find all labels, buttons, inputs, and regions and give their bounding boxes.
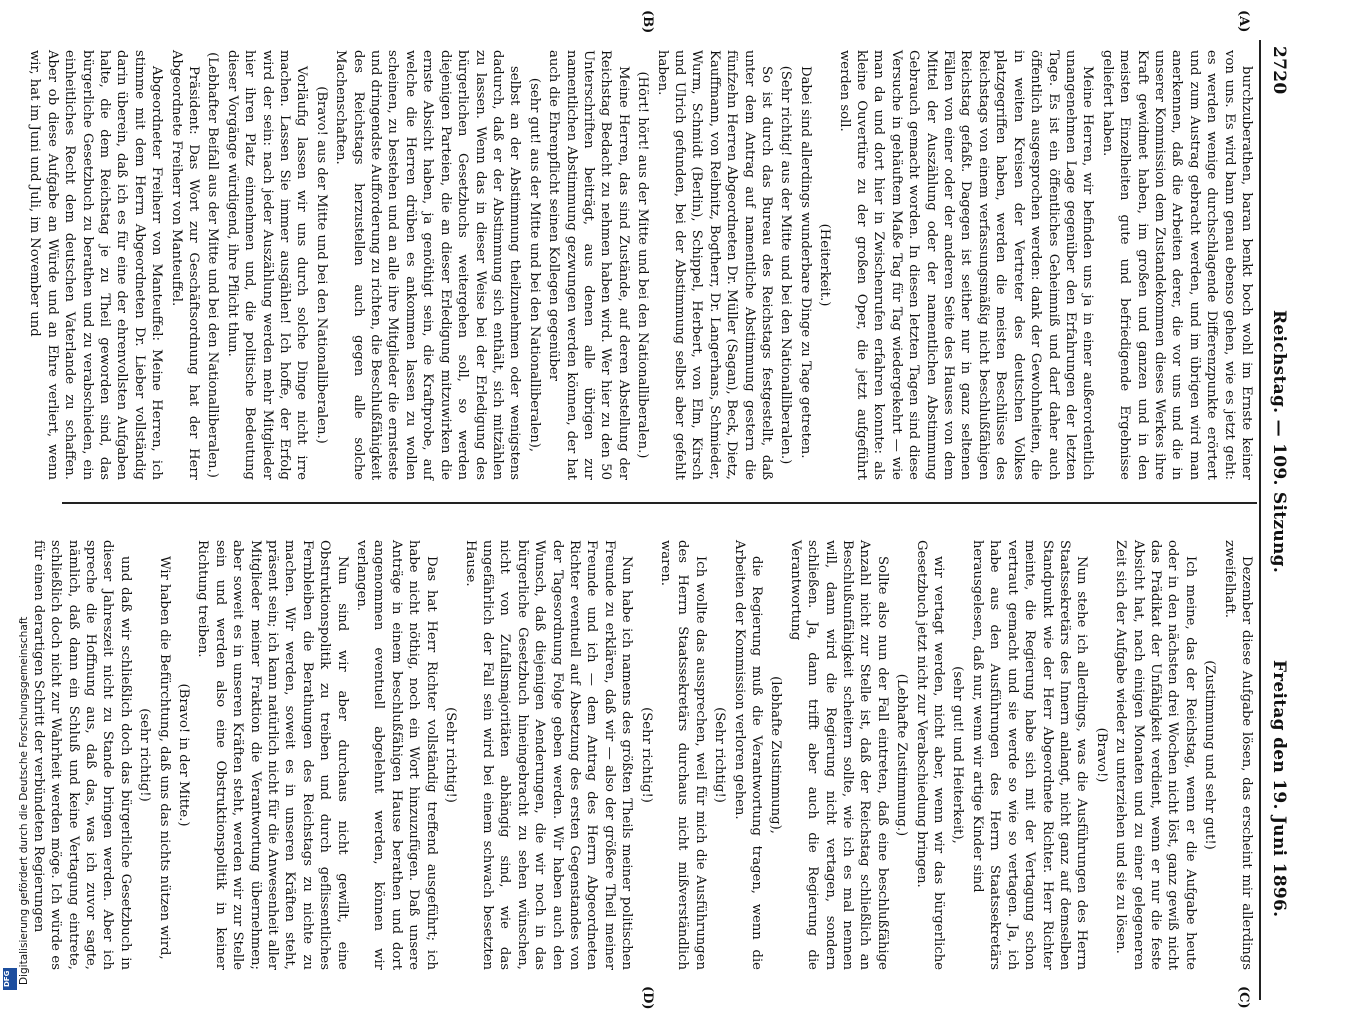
margin-mark-a: (A) <box>1236 10 1251 33</box>
paragraph: (Zustimmung und sehr gut!) <box>1202 660 1218 850</box>
paragraph: Vorläufig lassen wir uns durch solche Dinge nicht irre machen. Lassen Sie immer ausgählen! Ich hoffe, der Erfolg wird der sein: nach jeder Auszählung werden mehr Mitglieder hier ihren Platz einnehmen und, die politische Bedeutung dieser Vorgänge würdigend, ihre Pflicht thun. <box>224 50 310 480</box>
paragraph: (sehr gut! und Heiterkeit), <box>950 666 966 844</box>
paragraph: (Heiterkeit.) <box>817 223 833 307</box>
paragraph: (sehr richtig!) <box>137 708 153 802</box>
paragraph: Dabei sind allerdings wunderbare Dinge zu Tage getreten. <box>797 66 813 459</box>
paragraph: die Regierung muß die Verantwortung tragen, wenn die Arbeiten der Kommission verloren gehen. <box>731 540 765 970</box>
paragraph: (Sehr richtig!) <box>638 707 654 803</box>
margin-mark-c: (C) <box>1236 986 1251 1009</box>
right-column <box>30 540 1255 970</box>
paragraph: Meine Herren, wir befinden uns ja in einer außerordentlich unangenehmen Lage gegenüber den Erfahrungen der letzten Tage. Es ist ein öffentliches Geheimniß und darf daher auch öffentlich ausgesprochen werden: dank der Gewohnheiten, die in weiten Kreisen der Vertreter des deutschen Volkes platzgegriffen haben, werden die meisten Beschlüsse des Reichstags von einem verfassungsmäßig nicht beschlußfähigen Reichstag gefaßt. Dagegen ist seither nur in ganz seltenen Fällen von einer oder der anderen Seite des Hauses von dem Mittel der Auszählung oder der namentlichen Abstimmung Gebrauch gemacht worden. In diesen letzten Tagen sind diese Versuche in gehäuftem Maße Tag für Tag wiedergekehrt — wie man da und dort hier in Zwischenrufen erfahren konnte: als kleine Ouvertüre zu der großen Oper, die jetzt aufgeführt werden soll. <box>836 50 1096 480</box>
header-rule <box>1259 40 1261 1000</box>
paragraph: (Bravo! in der Mitte.) <box>176 683 192 827</box>
paragraph: (Hört! hört! aus der Mitte und bei den Nationalliberalen.) <box>635 71 651 459</box>
session-title: Reichstag. — 109. Sitzung. <box>1269 310 1289 574</box>
paragraph: Nun habe ich namens des größten Theils meiner politischen Freunde zu erklären, daß wir — also der größere Theil meiner Freunde und ich — dem Antrag des Herrn Abgeordneten Richter eventuell auf Absetzung des ersten Gegenstandes von der Tagesordnung Folge geben werden. Wir haben auch den Wunsch, daß diejenigen Aenderungen, die wir noch in das bürgerliche Gesetzbuch hineingebracht zu sehen wünschen, nicht von Zufallsmajoritäten abhängig sind, wie das ungefährlich der Fall sein wird bei einem schwach besetzten Hause. <box>462 540 635 970</box>
page-number: 2720 <box>1269 46 1289 95</box>
paragraph: (Bravo! aus der Mitte und bei den Nationalliberalen.) <box>313 86 329 444</box>
paragraph: So ist durch das Bureau des Reichstags festgestellt, daß unter dem Antrag auf namentliche Abstimmung gestern die fünfzehn Herren Abgeordneten Dr. Müller (Sagan), Beck, Dietz, Kauffmann, von Reibnitz, Bogtherr, Dr. Langerhans, Schmieder, Wurm, Schmidt (Berlin), Schippel, Herbert, von Elm, Kirsch und Ulrich gefunden, bei der Abstimmung selbst aber gefehlt haben. <box>654 50 775 480</box>
paragraph: Nun sind wir aber durchaus nicht gewillt, eine Obstruktionspolitik zu treiben und durch geflissentliches Fernbleiben die Berathungen des Reichstags zu nichte zu machen. Wir werden, soweit es in unseren Kräften steht, präsent sein; ich kann natürlich nicht für die Anwesenheit aller Mitglieder meiner Fraktion die Verantwortung übernehmen; aber soweit es in unseren Kräften steht, werden wir zur Stelle sein und werden also eine Obstruktionspolitik in keiner Richtung treiben. <box>195 540 350 970</box>
paragraph: (Lebhafter Beifall aus der Mitte und bei den Nationalliberalen.) <box>205 52 221 478</box>
paragraph: Nun stehe ich allerdings, was die Ausführungen des Herrn Staatssekretärs des Innern anlangt, nicht ganz auf demselben Standpunkt wie der Herr Abgeordnete Richter. Herr Richter meinte, die Regierung habe sich mit der Vertagung schon vertraut gemacht und sie werde so wie so vertagen. Ja, ich habe aus den Ausführungen des Herrn Staatssekretärs herausgelesen, daß nur, wenn wir artige Kinder sind <box>969 540 1090 970</box>
paragraph: Ich meine, das der Reichstag, wenn er die Aufgabe heute oder in den nächsten drei Wochen nicht löst, ganz gewiß nicht das Prädikat der Unfähigkeit verdient, wenn er nur die feste Absicht hat, nach einigen Monaten und zu einer gelegeneren Zeit sich der Aufgabe wieder zu unterziehen und sie zu lösen. <box>1113 540 1198 970</box>
side-credit-strip <box>0 0 30 1000</box>
margin-mark-b: (B) <box>640 10 655 34</box>
margin-mark-d: (D) <box>640 986 655 1010</box>
paragraph: Meine Herren, das sind Zustände, auf deren Abstellung der Reichstag Bedacht zu nehmen haben wird. Wer hier zu den 50 Unterschriften beiträgt, aus denen alle übrigen zur namentlichen Abstimmung gezwungen werden können, der hat auch die Ehrenpflicht seinen Kollegen gegenüber <box>546 50 631 480</box>
paragraph: Das hat Herr Richter vollständig treffend ausgeführt; ich habe nicht nöthig, noch ein Wort hinzuzufügen. Daß unsere Anträge in einem beschlußfähigen Hause berathen und dort angenommen eventuell abgelehnt werden, können wir verlangen. <box>354 540 439 970</box>
paragraph: burchzuberathen, baran benkt boch wohl im Ernste keiner von uns. Es wird bann genau ebenso gehen, wie es jetzt geht: es werden wenige durchschlagende Differenzpunkte erörtert und zum Austrag gebracht werden, und im übrigen wird man anerkennen, daß die Arbeiten derer, die vor uns und die in unserer Kommission dem Zustandekommen dieses Werkes ihre Kraft gewidmet haben, im großen und ganzen und in den meisten Einzelheiten gute und befriedigende Ergebnisse geliefert haben. <box>1099 50 1254 480</box>
paragraph: Abgeordneter Freiherr von Manteuffel: Meine Herren, ich stimme mit dem Herrn Abgeordneten Dr. Lieber vollständig darin überein, daß ich es für eine der ehrenvollsten Aufgaben halte, die dem Reichstag je zu Theil geworden sind, das bürgerliche Gesetzbuch zu berathen und zu verabschieden, ein einheitliches Recht dem deutschen Vaterlande zu schaffen. Aber ob diese Aufgabe an Würde und an Ehre verliert, wenn wir, hat im Juni und Juli, im November und <box>27 50 165 480</box>
paragraph: Wir haben die Befürchtung, daß uns das nichts nützen wird, <box>156 556 172 960</box>
paragraph: Ich wollte das aussprechen, weil für mich die Ausführungen des Herrn Staatssekretärs durchaus nicht mißverständlich waren. <box>658 540 708 970</box>
document-page <box>27 10 1295 1010</box>
page-header <box>1261 40 1295 1000</box>
paragraph: (Sehr richtig!) <box>712 707 728 803</box>
paragraph: selbst an der Abstimmung theilzunehmen oder wenigstens dadurch, daß er der Abstimmung sich enthält, sich mitzählen zu lassen. Wenn das in dieser Weise bei der Erledigung des bürgerlichen Gesetzbuchs weitergehen soll, so werden diejenigen Parteien, die an dieser Erledigung mitzuwirken die ernste Absicht haben, ja genöthigt sein, die Kraftprobe, auf welche die Herren drüben es ankommen lassen zu wollen scheinen, zu bestehen und an alle ihre Mitglieder die ernsteste und dringendste Aufforderung zu richten, die Beschlußfähigkeit des Reichstags herzustellen auch gegen alle solche Machenschaften. <box>333 50 523 480</box>
column-divider <box>62 502 1257 504</box>
paragraph: (lebhafte Zustimmung), <box>768 676 784 834</box>
paragraph: (Bravo!) <box>1093 727 1109 783</box>
paragraph: wir vertagt werden, nicht aber, wenn wir das bürgerliche Gesetzbuch jetzt nicht zur Verabschiedung bringen. <box>913 540 947 970</box>
paragraph: (sehr gut! aus der Mitte und bei den Nationalliberalen), <box>526 77 542 453</box>
paragraph: Präsident: Das Wort zur Geschäftsordnung hat der Herr Abgeordnete Freiherr von Manteuffel. <box>168 50 202 480</box>
paragraph: (Sehr richtig! aus der Mitte und bei den Nationalliberalen.) <box>778 65 794 465</box>
paragraph: Dezember diese Aufgabe lösen, das erscheint mir allerdings zweifelhaft. <box>1221 540 1254 970</box>
paragraph: Sollte also nun der Fall eintreten, daß eine beschlußfähige Anzahl nicht zur Stelle ist, daß der Reichstag schließlich an Beschlußunfähigkeit scheitern sollte, wie ich es mal nennen will, dann wird die Regierung nicht vertagen, sondern schließen. Ja, dann trifft aber auch die Regierung die Verantwortung <box>787 540 890 970</box>
digitization-credit: Digitalisierung gefördert durch die Deutsche Forschungsgemeinschaft <box>18 616 30 985</box>
paragraph: und daß wir schließlich doch das bürgerliche Gesetzbuch in dieser Jahreszeit nicht zu Stande bringen werden. Aber ich spreche die Hoffnung aus, daß das, was ich zuvor sagte, nämlich, daß dann ein Schluß und keine Vertagung eintrete, schließlich doch nicht zur Wahrheit werden möge. Ich würde es für einen derartigen Schritt der verbündeten Regierungen <box>30 540 133 970</box>
paragraph: (Sehr richtig!) <box>443 707 459 803</box>
session-date: Freitag den 19. Juni 1896. <box>1269 660 1289 918</box>
dfg-logo: DFG <box>3 968 17 990</box>
paragraph: (Lebhafte Zustimmung.) <box>894 673 910 837</box>
left-column <box>27 50 1255 480</box>
